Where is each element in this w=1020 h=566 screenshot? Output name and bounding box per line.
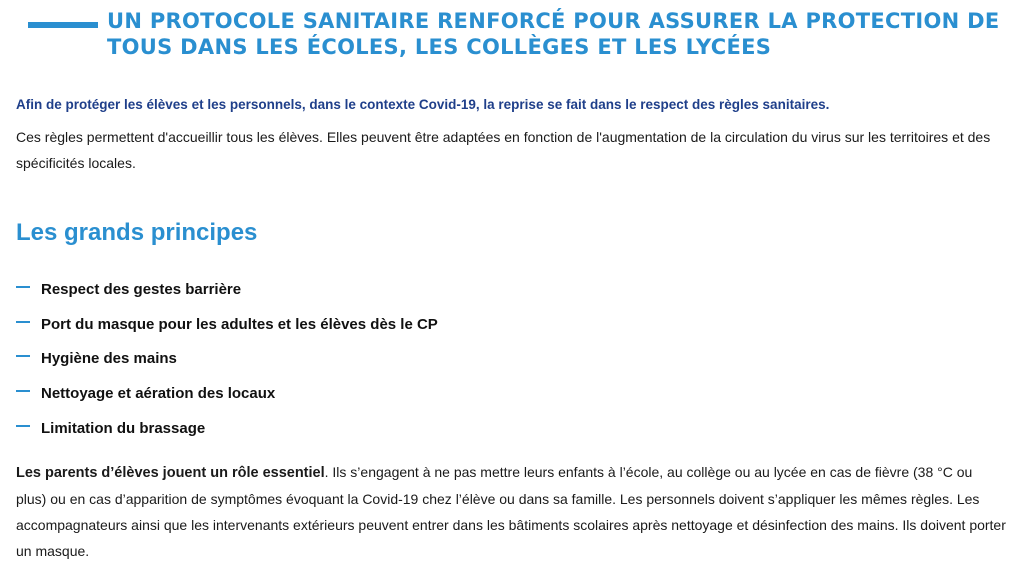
list-item [16,313,438,348]
list-item [16,382,438,417]
dash-bullet-icon [16,425,30,427]
dash-bullet-icon [16,355,30,357]
page-header [28,8,1008,60]
list-item [16,417,438,452]
list-item-label: Nettoyage et aération des locaux [41,385,276,403]
list-item-label: Limitation du brassage [41,419,206,437]
list-item-label: Hygiène des mains [41,350,177,368]
intro-text: Afin de protéger les élèves et les personnels, dans le contexte Covid-19, la reprise se fait dans le respect des règles sanitaires. [16,97,830,112]
principles-list [16,278,438,451]
list-item-label: Respect des gestes barrière [41,281,242,298]
page-title-line-2: TOUS DANS LES ÉCOLES, LES COLLÈGES ET LES LYCÉES [107,35,772,59]
parents-paragraph-body: . Ils s’engagent à ne pas mettre leurs enfants à l’école, au collège ou au lycée en cas de fièvre (38 °C ou plus) ou en cas d’apparition de symptômes évoquant la Covid-19 chez l’élève ou dans sa famille. Les personnels doivent s’appliquer les mêmes règles. Les accompagnateurs ainsi que les intervenants extérieurs peuvent entrer dans les bâtiments scolaires après nettoyage et désinfection des mains. Ils doivent porter un masque. [16,464,1006,559]
list-item [16,347,438,382]
page-title [107,8,1008,60]
list-item-label: Port du masque pour les adultes et les élèves dès le CP [41,315,438,333]
page-title-line-1: UN PROTOCOLE SANITAIRE RENFORCÉ POUR ASSURER LA PROTECTION DE [107,9,1000,33]
dash-bullet-icon [16,390,30,392]
rules-paragraph: Ces règles permettent d'accueillir tous les élèves. Elles peuvent être adaptées en fonction de l'augmentation de la circulation du virus sur les territoires et des spécificités locales. [16,129,991,171]
parents-paragraph [16,459,1006,564]
dash-bullet-icon [16,321,30,323]
dash-bullet-icon [16,286,30,288]
section-title: Les grands principes [16,219,258,246]
parents-paragraph-lead: Les parents d’élèves jouent un rôle essentiel [16,465,325,481]
header-accent-bar [28,22,98,28]
list-item [16,278,438,313]
